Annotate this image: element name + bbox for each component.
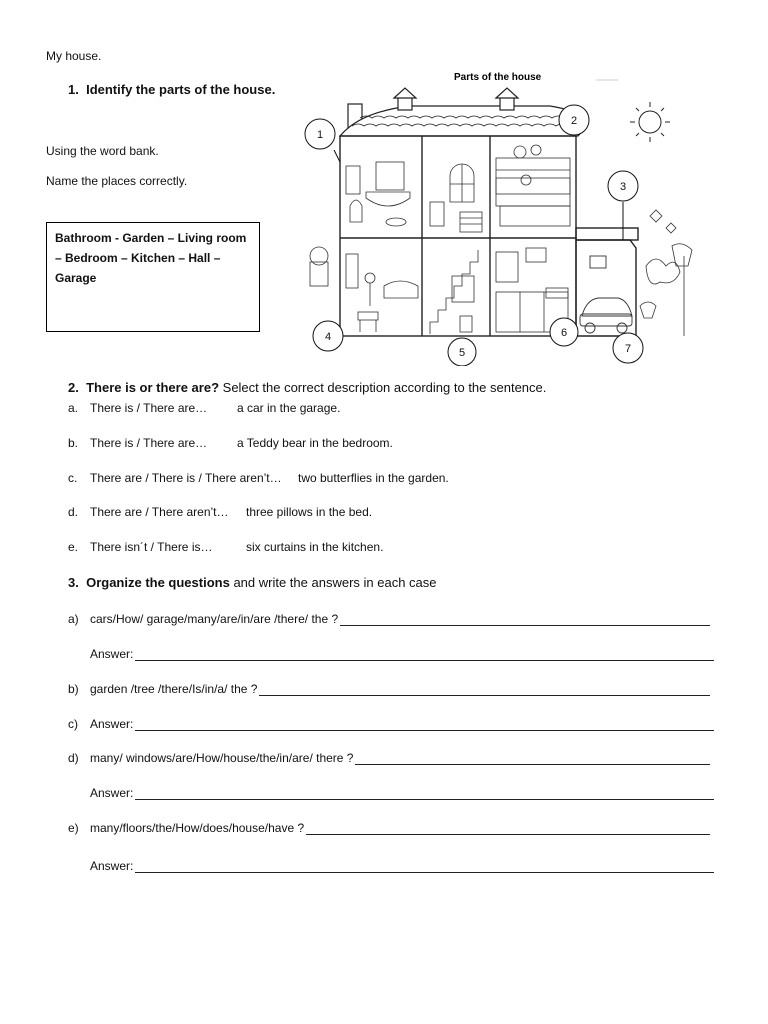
s3-question-e: many/floors/the/How/does/house/have ? xyxy=(90,821,305,835)
hall-upstairs-details xyxy=(430,164,482,232)
s3-question-row-e xyxy=(68,821,710,835)
instruction-line-1: Using the word bank. xyxy=(46,144,159,158)
callout-number-1: 1 xyxy=(316,129,324,141)
word-bank-box xyxy=(46,222,260,332)
s2-sentence-c: two butterflies in the garden. xyxy=(298,471,449,485)
image-title: Parts of the house xyxy=(454,72,542,83)
sun-icon xyxy=(630,102,670,142)
s2-sentence-b: a Teddy bear in the bedroom. xyxy=(237,436,393,450)
answer-label: Answer: xyxy=(90,647,134,661)
s3-answer-row-b xyxy=(68,717,714,731)
s3-question-row-a xyxy=(68,612,710,626)
s2-options-b[interactable]: There is / There are… xyxy=(90,436,208,450)
item-letter: d. xyxy=(68,505,79,519)
s2-options-d[interactable]: There are / There aren’t… xyxy=(90,505,229,519)
s2-options-a[interactable]: There is / There are… xyxy=(90,401,208,415)
item-letter: c. xyxy=(68,471,78,485)
house-illustration xyxy=(300,66,700,366)
s3-question-row-b xyxy=(68,682,710,696)
number-callouts xyxy=(305,105,643,366)
answer-line[interactable] xyxy=(355,754,710,765)
section3-heading xyxy=(68,575,437,590)
answer-line[interactable] xyxy=(259,685,710,696)
section2-number: 2. xyxy=(68,380,79,395)
item-letter: e) xyxy=(68,821,79,835)
section2-heading xyxy=(68,380,546,395)
section2-instruction: Select the correct description according to the sentence. xyxy=(219,380,547,395)
s2-item-a xyxy=(68,401,78,415)
section1-heading xyxy=(68,82,275,97)
answer-label: Answer: xyxy=(90,859,134,873)
stairs-details xyxy=(430,250,478,334)
answer-label: Answer: xyxy=(90,786,134,800)
s3-question-b: garden /tree /there/Is/in/a/ the ? xyxy=(90,682,258,696)
callout-number-6: 6 xyxy=(560,327,568,339)
s3-answer-row-d xyxy=(90,786,714,800)
document-title: My house. xyxy=(46,49,102,63)
word-bank-text: Bathroom - Garden – Living room – Bedroom – Kitchen – Hall – Garage xyxy=(55,231,247,285)
bathroom-details xyxy=(346,162,410,226)
item-letter: b. xyxy=(68,436,79,450)
instruction-line-2: Name the places correctly. xyxy=(46,174,188,188)
s2-options-e[interactable]: There isn´t / There is… xyxy=(90,540,213,554)
section1-title: Identify the parts of the house. xyxy=(86,82,276,97)
s3-question-row-d xyxy=(68,751,710,765)
answer-line[interactable] xyxy=(306,824,710,835)
callout-number-7: 7 xyxy=(624,343,632,355)
callout-number-3: 3 xyxy=(619,181,627,193)
garden-details xyxy=(640,210,692,336)
answer-line[interactable] xyxy=(340,615,710,626)
callout-number-4: 4 xyxy=(324,331,332,343)
item-letter: c) xyxy=(68,717,78,731)
s2-item-b xyxy=(68,436,78,450)
section2-title: There is or there are? xyxy=(86,380,220,395)
section3-title: Organize the questions xyxy=(86,575,230,590)
callout-number-2: 2 xyxy=(570,115,578,127)
answer-label: Answer: xyxy=(90,717,134,731)
item-letter: e. xyxy=(68,540,79,554)
house-walls xyxy=(340,136,638,336)
item-letter: a) xyxy=(68,612,79,626)
living-room-details xyxy=(310,247,418,332)
s2-options-c[interactable]: There are / There is / There aren’t… xyxy=(90,471,282,485)
s2-sentence-a: a car in the garage. xyxy=(237,401,341,415)
answer-line[interactable] xyxy=(135,650,714,661)
s2-sentence-d: three pillows in the bed. xyxy=(246,505,373,519)
s3-answer-row-e xyxy=(90,859,714,873)
answer-line[interactable] xyxy=(135,789,714,800)
s2-sentence-e: six curtains in the kitchen. xyxy=(246,540,384,554)
s2-item-d xyxy=(68,505,78,519)
section3-instruction: and write the answers in each case xyxy=(229,575,437,590)
answer-line[interactable] xyxy=(135,720,714,731)
s3-question-a: cars/How/ garage/many/are/in/are /there/ the ? xyxy=(90,612,339,626)
s3-answer-row-a xyxy=(90,647,714,661)
callout-number-5: 5 xyxy=(458,347,466,359)
answer-line[interactable] xyxy=(135,862,714,873)
s2-item-c xyxy=(68,471,77,485)
s2-item-e xyxy=(68,540,78,554)
item-letter: d) xyxy=(68,751,79,765)
bedroom-details xyxy=(496,145,570,226)
item-letter: a. xyxy=(68,401,79,415)
house-roof xyxy=(340,88,585,136)
section3-number: 3. xyxy=(68,575,79,590)
item-letter: b) xyxy=(68,682,79,696)
s3-question-d: many/ windows/are/How/house/the/in/are/ there ? xyxy=(90,751,354,765)
car-icon xyxy=(580,256,632,333)
section1-number: 1. xyxy=(68,82,79,97)
